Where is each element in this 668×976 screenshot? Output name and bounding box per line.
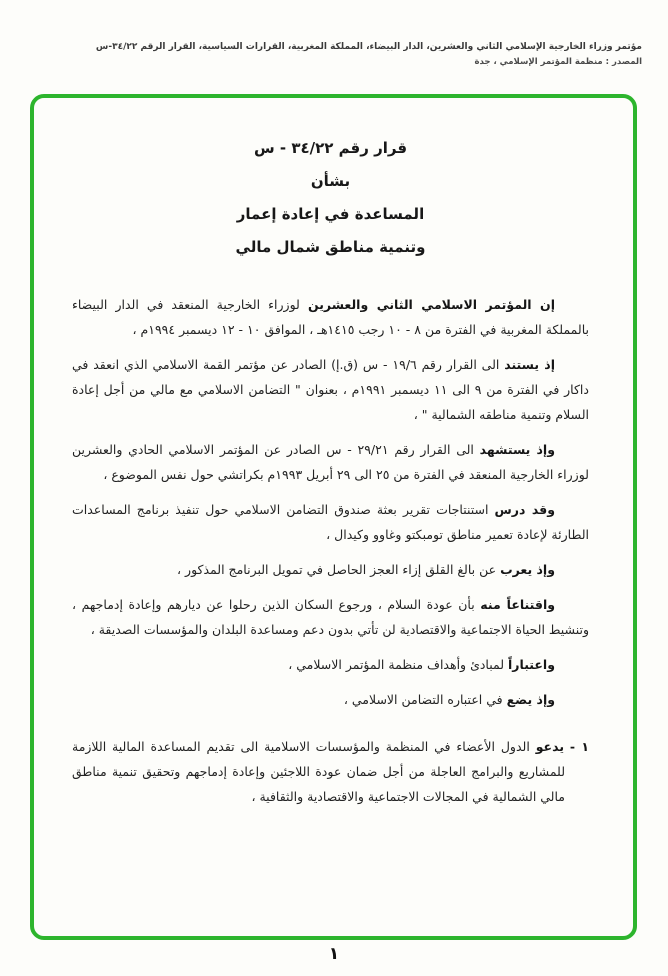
title-subject-line1: المساعدة في إعادة إعمار (236, 205, 425, 223)
paragraph-lead: إن المؤتمر الاسلامي الثاني والعشرين (307, 297, 556, 312)
paragraph-lead: وقد درس (494, 502, 555, 517)
preamble-paragraph (72, 352, 589, 427)
preamble-paragraph (72, 687, 589, 712)
header-source: المصدر : منظمة المؤتمر الإسلامي ، جدة (474, 57, 642, 67)
paragraph-text: استنتاجات تقرير بعثة صندوق التضامن الاسلامي حول تنفيذ برنامج المساعدات الطارئة لإعادة تعمير مناطق تومبكتو وغاوو وكيدال ، (72, 502, 589, 542)
operative-text: الدول الأعضاء في المنظمة والمؤسسات الاسلامية الى تقديم المساعدة المالية اللازمة للمشاريع والبرامج العاجلة من أجل ضمان عودة اللاجئين وإعادة إدماجهم وتحقيق تنمية مناطق مالي الشمالية في المجالات الاجتماعية والاقتصادية والثقافية ، (72, 739, 565, 804)
header-citation: مؤتمر وزراء الخارجية الإسلامي الثاني والعشرين، الدار البيضاء، المملكة المغربية، القرارات السياسية، القرار الرقم ٣٤/٢٢-س (95, 42, 642, 52)
paragraph-lead: إذ يستند (504, 357, 555, 372)
paragraph-lead: وإذ يضع (506, 692, 555, 707)
operative-paragraph-1 (72, 734, 589, 809)
operative-number: ١ - (569, 739, 589, 754)
paragraph-text: بأن عودة السلام ، ورجوع السكان الذين رحلوا عن ديارهم وإعادة إدماجهم ، وتنشيط الحياة الاجتماعية والاقتصادية لن تأتي بدون دعم ومساعدة البلدان والمؤسسات الصديقة ، (72, 597, 589, 637)
paragraph-text: الى القرار رقم ٢٩/٢١ - س الصادر عن المؤتمر الاسلامي الحادي والعشرين لوزراء الخارجية المنعقد في الفترة من ٢٥ الى ٢٩ أبريل ١٩٩٣م بكراتشي حول نفس الموضوع ، (72, 442, 589, 482)
operative-lead: يدعو (535, 739, 565, 754)
green-highlight-frame (30, 94, 637, 940)
preamble-paragraph (72, 652, 589, 677)
preamble-paragraph (72, 592, 589, 642)
paragraph-lead: وإذ يعرب (500, 562, 555, 577)
paragraph-lead: واعتباراً (508, 657, 555, 672)
paragraph-text: لوزراء الخارجية المنعقد في الدار البيضاء بالمملكة المغربية في الفترة من ٨ - ١٠ رجب ١٤١٥هـ ، الموافق ١٠ - ١٢ ديسمبر ١٩٩٤م ، (72, 297, 589, 337)
preamble-paragraph (72, 557, 589, 582)
preamble-paragraph (72, 497, 589, 547)
page-number: ١ (328, 944, 340, 964)
preamble-paragraph (72, 437, 589, 487)
paragraph-text: لمبادئ وأهداف منظمة المؤتمر الاسلامي ، (288, 657, 505, 672)
resolution-title (72, 132, 589, 264)
title-regarding: بشأن (310, 172, 351, 190)
paragraph-lead: واقتناعاً منه (480, 597, 555, 612)
paragraph-lead: وإذ يستشهد (479, 442, 555, 457)
title-resolution-number: قرار رقم ٣٤/٢٢ - س (253, 139, 408, 157)
title-subject-line2: وتنمية مناطق شمال مالي (235, 238, 426, 256)
resolution-body (34, 98, 633, 936)
paragraph-text: عن بالغ القلق إزاء العجز الحاصل في تمويل البرنامج المذكور ، (177, 562, 497, 577)
paragraph-text: الى القرار رقم ١٩/٦ - س (ق.إ) الصادر عن مؤتمر القمة الاسلامي الذي انعقد في داكار في الفترة من ٩ الى ١١ ديسمبر ١٩٩١م ، بعنوان " التضامن الاسلامي مع مالي من أجل إعادة السلام وتنمية مناطقه الشمالية " ، (72, 357, 589, 422)
document-header (24, 40, 642, 69)
paragraph-text: في اعتباره التضامن الاسلامي ، (343, 692, 503, 707)
preamble-paragraph (72, 292, 589, 342)
